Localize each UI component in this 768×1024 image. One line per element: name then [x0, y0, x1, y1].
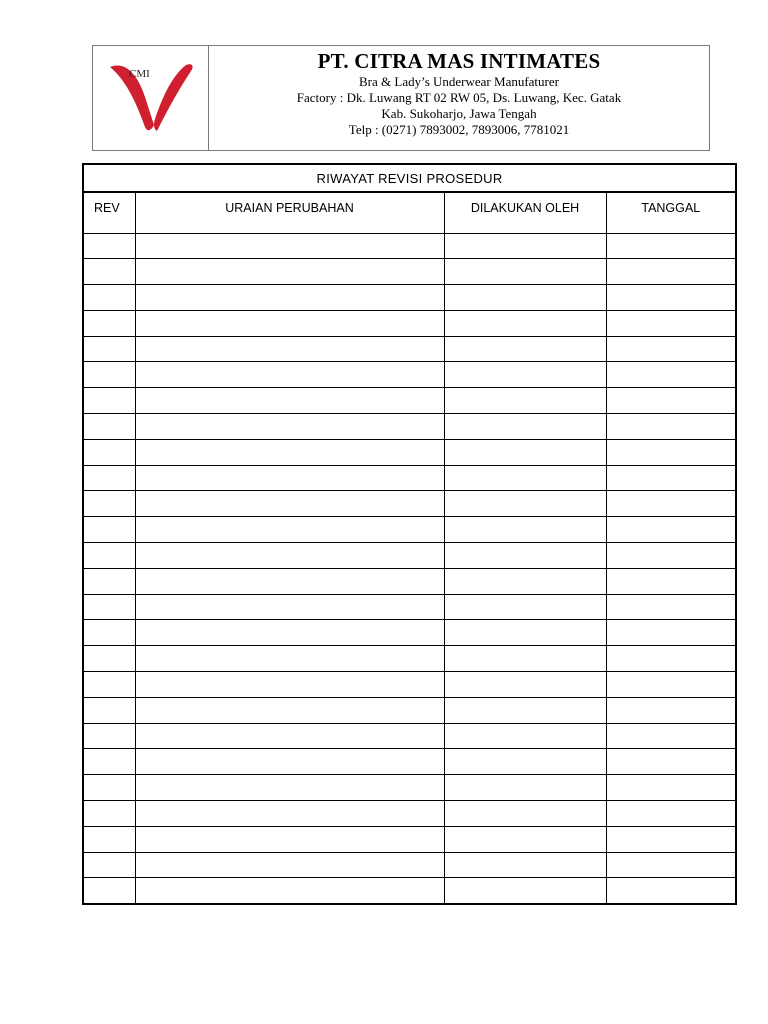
factory-address: Factory : Dk. Luwang RT 02 RW 05, Ds. Luwang, Kec. Gatak — [296, 90, 622, 105]
date-cell — [606, 672, 736, 698]
rev-cell — [83, 310, 135, 336]
table-row — [83, 878, 736, 904]
performed-by-cell — [444, 310, 606, 336]
company-logo — [107, 59, 197, 135]
description-cell — [135, 310, 444, 336]
rev-cell — [83, 388, 135, 414]
column-header-date: TANGGAL — [606, 192, 736, 233]
performed-by-cell — [444, 594, 606, 620]
date-cell — [606, 517, 736, 543]
performed-by-cell — [444, 517, 606, 543]
description-cell — [135, 259, 444, 285]
date-cell — [606, 388, 736, 414]
rev-cell — [83, 852, 135, 878]
date-cell — [606, 414, 736, 440]
description-cell — [135, 568, 444, 594]
description-cell — [135, 414, 444, 440]
revision-history-table — [82, 163, 737, 905]
table-title-row — [83, 164, 736, 192]
performed-by-cell — [444, 749, 606, 775]
table-row — [83, 336, 736, 362]
performed-by-cell — [444, 826, 606, 852]
performed-by-cell — [444, 259, 606, 285]
description-cell — [135, 233, 444, 259]
performed-by-cell — [444, 465, 606, 491]
description-cell — [135, 517, 444, 543]
performed-by-cell — [444, 775, 606, 801]
table-row — [83, 852, 736, 878]
table-row — [83, 749, 736, 775]
date-cell — [606, 826, 736, 852]
performed-by-cell — [444, 672, 606, 698]
description-cell — [135, 697, 444, 723]
rev-cell — [83, 517, 135, 543]
table-row — [83, 310, 736, 336]
company-tagline: Bra & Lady’s Underwear Manufaturer — [359, 74, 559, 89]
table-row — [83, 465, 736, 491]
description-cell — [135, 285, 444, 311]
rev-cell — [83, 414, 135, 440]
performed-by-cell — [444, 388, 606, 414]
table-title: RIWAYAT REVISI PROSEDUR — [83, 164, 736, 192]
description-cell — [135, 672, 444, 698]
date-cell — [606, 362, 736, 388]
description-cell — [135, 801, 444, 827]
table-row — [83, 233, 736, 259]
description-cell — [135, 439, 444, 465]
rev-cell — [83, 259, 135, 285]
performed-by-cell — [444, 543, 606, 569]
column-header-description: URAIAN PERUBAHAN — [135, 192, 444, 233]
table-row — [83, 259, 736, 285]
description-cell — [135, 826, 444, 852]
date-cell — [606, 749, 736, 775]
table-row — [83, 620, 736, 646]
performed-by-cell — [444, 285, 606, 311]
rev-cell — [83, 233, 135, 259]
performed-by-cell — [444, 491, 606, 517]
table-row — [83, 362, 736, 388]
date-cell — [606, 465, 736, 491]
rev-cell — [83, 723, 135, 749]
table-body — [83, 233, 736, 904]
date-cell — [606, 594, 736, 620]
date-cell — [606, 336, 736, 362]
description-cell — [135, 723, 444, 749]
table-row — [83, 568, 736, 594]
table-row — [83, 594, 736, 620]
table-header-row — [83, 192, 736, 233]
table-row — [83, 672, 736, 698]
rev-cell — [83, 749, 135, 775]
description-cell — [135, 543, 444, 569]
rev-cell — [83, 362, 135, 388]
performed-by-cell — [444, 646, 606, 672]
rev-cell — [83, 285, 135, 311]
rev-cell — [83, 465, 135, 491]
rev-cell — [83, 336, 135, 362]
table-row — [83, 697, 736, 723]
date-cell — [606, 801, 736, 827]
description-cell — [135, 388, 444, 414]
date-cell — [606, 878, 736, 904]
rev-cell — [83, 697, 135, 723]
region: Kab. Sukoharjo, Jawa Tengah — [381, 106, 537, 121]
rev-cell — [83, 646, 135, 672]
rev-cell — [83, 594, 135, 620]
date-cell — [606, 775, 736, 801]
table-row — [83, 414, 736, 440]
table-row — [83, 801, 736, 827]
rev-cell — [83, 543, 135, 569]
performed-by-cell — [444, 233, 606, 259]
description-cell — [135, 465, 444, 491]
date-cell — [606, 259, 736, 285]
table-row — [83, 543, 736, 569]
description-cell — [135, 878, 444, 904]
table-row — [83, 388, 736, 414]
company-info — [209, 46, 709, 150]
description-cell — [135, 620, 444, 646]
performed-by-cell — [444, 801, 606, 827]
date-cell — [606, 723, 736, 749]
letterhead — [92, 45, 710, 151]
rev-cell — [83, 568, 135, 594]
performed-by-cell — [444, 620, 606, 646]
date-cell — [606, 439, 736, 465]
date-cell — [606, 310, 736, 336]
performed-by-cell — [444, 878, 606, 904]
rev-cell — [83, 439, 135, 465]
column-header-performed-by: DILAKUKAN OLEH — [444, 192, 606, 233]
date-cell — [606, 233, 736, 259]
date-cell — [606, 620, 736, 646]
date-cell — [606, 646, 736, 672]
phone-numbers: Telp : (0271) 7893002, 7893006, 7781021 — [348, 122, 570, 137]
performed-by-cell — [444, 439, 606, 465]
column-header-rev: REV — [83, 192, 135, 233]
performed-by-cell — [444, 852, 606, 878]
table-row — [83, 826, 736, 852]
table-row — [83, 439, 736, 465]
description-cell — [135, 775, 444, 801]
description-cell — [135, 646, 444, 672]
rev-cell — [83, 826, 135, 852]
description-cell — [135, 491, 444, 517]
description-cell — [135, 362, 444, 388]
table-row — [83, 285, 736, 311]
performed-by-cell — [444, 568, 606, 594]
performed-by-cell — [444, 723, 606, 749]
performed-by-cell — [444, 336, 606, 362]
table-row — [83, 646, 736, 672]
rev-cell — [83, 878, 135, 904]
performed-by-cell — [444, 414, 606, 440]
logo-text: CMI — [129, 68, 150, 80]
rev-cell — [83, 801, 135, 827]
description-cell — [135, 852, 444, 878]
performed-by-cell — [444, 362, 606, 388]
rev-cell — [83, 775, 135, 801]
description-cell — [135, 336, 444, 362]
rev-cell — [83, 620, 135, 646]
performed-by-cell — [444, 697, 606, 723]
description-cell — [135, 749, 444, 775]
date-cell — [606, 568, 736, 594]
description-cell — [135, 594, 444, 620]
date-cell — [606, 491, 736, 517]
rev-cell — [83, 491, 135, 517]
date-cell — [606, 697, 736, 723]
company-name: PT. CITRA MAS INTIMATES — [317, 49, 601, 73]
logo-cell — [93, 46, 209, 150]
table-row — [83, 723, 736, 749]
table-row — [83, 775, 736, 801]
date-cell — [606, 543, 736, 569]
table-row — [83, 517, 736, 543]
table-row — [83, 491, 736, 517]
date-cell — [606, 285, 736, 311]
date-cell — [606, 852, 736, 878]
rev-cell — [83, 672, 135, 698]
